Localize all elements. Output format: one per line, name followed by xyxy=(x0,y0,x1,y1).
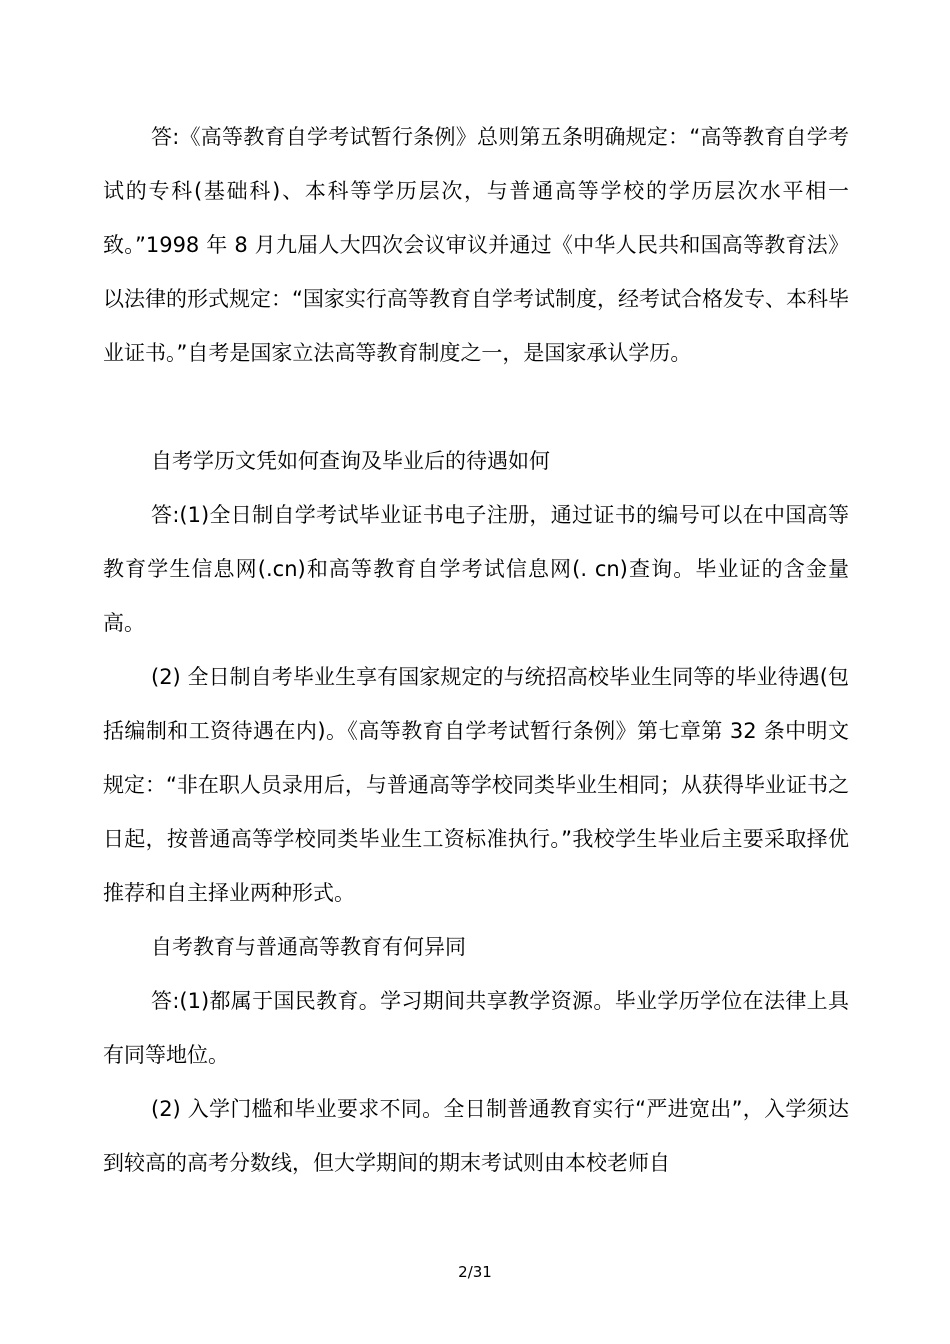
answer-paragraph-admission-differences: (2) 入学门槛和毕业要求不同。全日制普通教育实行“严进宽出”，入学须达到较高的高考分数线，但大学期间的期末考试则由本校老师自 xyxy=(103,1097,849,1175)
page-number: 2/31 xyxy=(458,1263,492,1281)
answer-paragraph-legal-basis: 答:《高等教育自学考试暂行条例》总则第五条明确规定：“高等教育自学考试的专科(基础科)、本科等学历层次，与普通高等学校的学历层次水平相一致。”1998 年 8 月九届人大四次会议审议并通过《中华人民共和国高等教育法》以法律的形式规定：“国家实行高等教育自学考试制度，经考试合格发专、本科毕业证书。”自考是国家立法高等教育制度之一，是国家承认学历。 xyxy=(103,125,849,365)
question-heading-certificate-query: 自考学历文凭如何查询及毕业后的待遇如何 xyxy=(151,449,550,473)
answer-paragraph-similarities: 答:(1)都属于国民教育。学习期间共享教学资源。毕业学历学位在法律上具有同等地位。 xyxy=(103,989,849,1067)
answer-paragraph-certificate-query: 答:(1)全日制自学考试毕业证书电子注册，通过证书的编号可以在中国高等教育学生信息网(.cn)和高等教育自学考试信息网(. cn)查询。毕业证的含金量高。 xyxy=(103,503,849,635)
question-heading-differences: 自考教育与普通高等教育有何异同 xyxy=(151,935,466,959)
answer-paragraph-graduate-treatment: (2) 全日制自考毕业生享有国家规定的与统招高校毕业生同等的毕业待遇(包括编制和工资待遇在内)。《高等教育自学考试暂行条例》第七章第 32 条中明文规定：“非在职人员录用后，与普通高等学校同类毕业生相同；从获得毕业证书之日起，按普通高等学校同类毕业生工资标准执行。”我校学生毕业后主要采取择优推荐和自主择业两种形式。 xyxy=(103,665,849,905)
